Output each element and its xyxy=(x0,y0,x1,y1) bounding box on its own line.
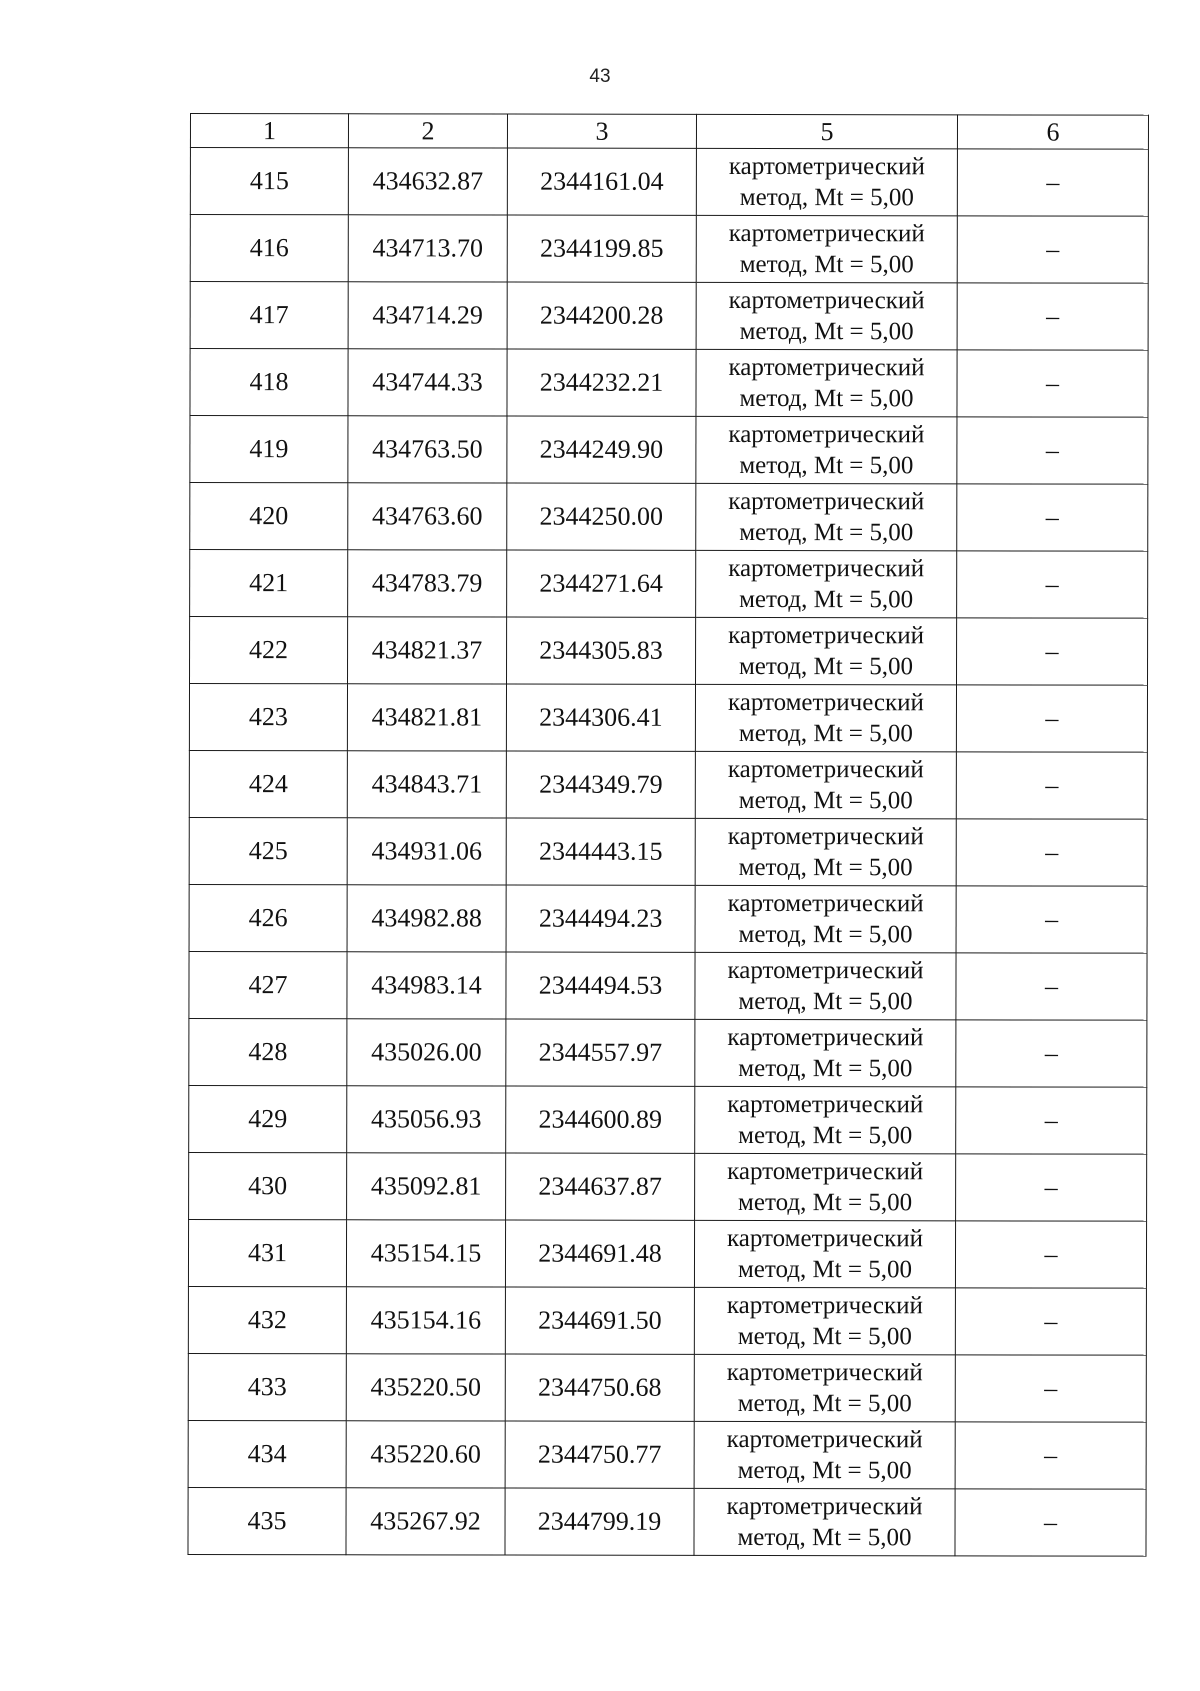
method-name: картометрический xyxy=(728,286,925,315)
table-row xyxy=(188,1420,1146,1489)
note-cell: – xyxy=(956,953,1147,1020)
point-number-cell: 434 xyxy=(188,1420,346,1487)
table-row xyxy=(190,349,1148,418)
point-number-cell: 417 xyxy=(190,282,348,349)
coordinates-table-wrapper xyxy=(187,113,1148,1557)
method-accuracy: метод, Mt = 5,00 xyxy=(739,183,914,212)
point-number-cell: 419 xyxy=(190,416,348,483)
table-row xyxy=(189,1085,1147,1154)
method-cell xyxy=(696,483,957,550)
point-number-cell: 416 xyxy=(190,215,348,282)
note-cell: – xyxy=(957,484,1148,551)
point-number-cell: 429 xyxy=(189,1085,347,1152)
y-coordinate-cell: 2344305.83 xyxy=(507,617,696,684)
header-col-2: 2 xyxy=(348,114,507,148)
method-name: картометрический xyxy=(727,956,924,985)
method-name: картометрический xyxy=(727,755,924,784)
table-row xyxy=(189,817,1147,886)
method-cell xyxy=(696,349,957,416)
method-name: картометрический xyxy=(727,1224,924,1253)
method-cell xyxy=(696,215,957,282)
note-cell: – xyxy=(956,886,1147,953)
x-coordinate-cell: 434821.81 xyxy=(347,684,506,751)
method-accuracy: метод, Mt = 5,00 xyxy=(738,719,913,748)
y-coordinate-cell: 2344232.21 xyxy=(507,349,696,416)
method-accuracy: метод, Mt = 5,00 xyxy=(738,1188,913,1217)
page-number: 43 xyxy=(589,66,611,87)
point-number-cell: 425 xyxy=(189,817,347,884)
header-col-3: 3 xyxy=(507,114,696,148)
header-col-6: 6 xyxy=(957,115,1148,149)
y-coordinate-cell: 2344494.53 xyxy=(506,952,695,1019)
method-name: картометрический xyxy=(726,1425,923,1454)
method-accuracy: метод, Mt = 5,00 xyxy=(738,652,914,681)
table-row xyxy=(190,617,1148,686)
y-coordinate-cell: 2344271.64 xyxy=(507,550,696,617)
method-accuracy: метод, Mt = 5,00 xyxy=(737,1523,912,1552)
table-row xyxy=(188,1286,1146,1355)
note-cell: – xyxy=(957,618,1148,685)
table-header xyxy=(190,114,1148,150)
y-coordinate-cell: 2344557.97 xyxy=(506,1019,695,1086)
point-number-cell: 420 xyxy=(190,483,348,550)
point-number-cell: 433 xyxy=(188,1353,346,1420)
method-cell xyxy=(694,1421,955,1488)
method-cell xyxy=(694,1488,955,1555)
note-cell: – xyxy=(956,685,1147,752)
method-cell xyxy=(696,550,957,617)
note-cell: – xyxy=(957,551,1148,618)
y-coordinate-cell: 2344443.15 xyxy=(506,818,695,885)
method-cell xyxy=(696,416,957,483)
method-name: картометрический xyxy=(726,1358,923,1387)
x-coordinate-cell: 434763.50 xyxy=(348,416,507,483)
method-name: картометрический xyxy=(727,889,924,918)
method-accuracy: метод, Mt = 5,00 xyxy=(738,1121,913,1150)
table-row xyxy=(189,1152,1147,1221)
table-row xyxy=(189,750,1147,819)
method-name: картометрический xyxy=(728,420,925,449)
point-number-cell: 435 xyxy=(188,1487,346,1554)
method-name: картометрический xyxy=(728,487,925,516)
method-accuracy: метод, Mt = 5,00 xyxy=(738,853,913,882)
point-number-cell: 427 xyxy=(189,951,347,1018)
x-coordinate-cell: 435092.81 xyxy=(347,1153,506,1220)
x-coordinate-cell: 435154.15 xyxy=(346,1220,505,1287)
x-coordinate-cell: 435026.00 xyxy=(347,1019,506,1086)
x-coordinate-cell: 435056.93 xyxy=(347,1086,506,1153)
method-cell xyxy=(695,751,956,818)
method-accuracy: метод, Mt = 5,00 xyxy=(739,585,914,614)
method-accuracy: метод, Mt = 5,00 xyxy=(737,1389,912,1418)
note-cell: – xyxy=(957,417,1148,484)
point-number-cell: 422 xyxy=(190,617,348,684)
y-coordinate-cell: 2344691.48 xyxy=(505,1220,694,1287)
table-row xyxy=(189,951,1147,1020)
method-accuracy: метод, Mt = 5,00 xyxy=(738,1054,913,1083)
method-name: картометрический xyxy=(728,621,925,650)
method-accuracy: метод, Mt = 5,00 xyxy=(737,1322,912,1351)
x-coordinate-cell: 434763.60 xyxy=(348,483,507,550)
method-name: картометрический xyxy=(728,353,925,382)
note-cell: – xyxy=(957,216,1148,283)
header-row xyxy=(190,114,1148,150)
method-accuracy: метод, Mt = 5,00 xyxy=(739,518,914,547)
note-cell: – xyxy=(956,752,1147,819)
method-cell xyxy=(695,1019,956,1086)
method-cell xyxy=(696,148,957,215)
method-accuracy: метод, Mt = 5,00 xyxy=(739,384,914,413)
method-cell xyxy=(695,818,956,885)
point-number-cell: 415 xyxy=(190,148,348,215)
y-coordinate-cell: 2344750.68 xyxy=(505,1354,694,1421)
note-cell: – xyxy=(956,1087,1147,1154)
method-name: картометрический xyxy=(726,1291,923,1320)
y-coordinate-cell: 2344637.87 xyxy=(506,1153,695,1220)
note-cell: – xyxy=(955,1221,1146,1288)
method-cell xyxy=(695,1086,956,1153)
y-coordinate-cell: 2344200.28 xyxy=(507,282,696,349)
x-coordinate-cell: 434632.87 xyxy=(348,148,507,215)
method-accuracy: метод, Mt = 5,00 xyxy=(738,987,913,1016)
note-cell: – xyxy=(955,1489,1146,1556)
method-cell xyxy=(694,1287,955,1354)
x-coordinate-cell: 435154.16 xyxy=(346,1287,505,1354)
table-row xyxy=(189,884,1147,953)
x-coordinate-cell: 434983.14 xyxy=(347,952,506,1019)
x-coordinate-cell: 434843.71 xyxy=(347,751,506,818)
method-name: картометрический xyxy=(727,1023,924,1052)
method-cell xyxy=(695,885,956,952)
x-coordinate-cell: 434931.06 xyxy=(347,818,506,885)
x-coordinate-cell: 434714.29 xyxy=(348,282,507,349)
method-cell xyxy=(696,282,957,349)
table-row xyxy=(188,1353,1146,1422)
header-col-1: 1 xyxy=(190,114,348,148)
header-col-5: 5 xyxy=(696,114,957,148)
y-coordinate-cell: 2344691.50 xyxy=(505,1287,694,1354)
x-coordinate-cell: 434783.79 xyxy=(348,550,507,617)
method-name: картометрический xyxy=(727,1157,924,1186)
method-name: картометрический xyxy=(727,1090,924,1119)
point-number-cell: 423 xyxy=(189,684,347,751)
method-name: картометрический xyxy=(728,219,925,248)
table-row xyxy=(188,1219,1146,1288)
note-cell: – xyxy=(955,1422,1146,1489)
y-coordinate-cell: 2344306.41 xyxy=(506,684,695,751)
method-name: картометрический xyxy=(728,554,925,583)
method-cell xyxy=(695,1153,956,1220)
note-cell: – xyxy=(955,1355,1146,1422)
table-row xyxy=(190,416,1148,485)
x-coordinate-cell: 434982.88 xyxy=(347,885,506,952)
method-accuracy: метод, Mt = 5,00 xyxy=(739,250,914,279)
y-coordinate-cell: 2344161.04 xyxy=(507,148,696,215)
y-coordinate-cell: 2344600.89 xyxy=(506,1086,695,1153)
y-coordinate-cell: 2344349.79 xyxy=(506,751,695,818)
table-row xyxy=(190,282,1148,351)
coordinates-table xyxy=(187,113,1149,1557)
method-name: картометрический xyxy=(726,1492,923,1521)
method-accuracy: метод, Mt = 5,00 xyxy=(739,317,914,346)
table-row xyxy=(190,550,1148,619)
x-coordinate-cell: 434744.33 xyxy=(348,349,507,416)
table-row xyxy=(188,1487,1146,1556)
method-cell xyxy=(695,952,956,1019)
method-accuracy: метод, Mt = 5,00 xyxy=(737,1456,912,1485)
point-number-cell: 428 xyxy=(189,1018,347,1085)
point-number-cell: 431 xyxy=(188,1219,346,1286)
note-cell: – xyxy=(956,1020,1147,1087)
method-name: картометрический xyxy=(727,688,924,717)
x-coordinate-cell: 435267.92 xyxy=(346,1488,505,1555)
x-coordinate-cell: 434713.70 xyxy=(348,215,507,282)
method-accuracy: метод, Mt = 5,00 xyxy=(739,451,914,480)
note-cell: – xyxy=(956,1154,1147,1221)
method-cell xyxy=(696,617,957,684)
point-number-cell: 432 xyxy=(188,1286,346,1353)
point-number-cell: 426 xyxy=(189,884,347,951)
method-name: картометрический xyxy=(727,822,924,851)
method-accuracy: метод, Mt = 5,00 xyxy=(738,920,913,949)
y-coordinate-cell: 2344750.77 xyxy=(505,1421,694,1488)
note-cell: – xyxy=(957,350,1148,417)
table-row xyxy=(189,684,1147,753)
note-cell: – xyxy=(956,819,1147,886)
table-row xyxy=(190,483,1148,552)
y-coordinate-cell: 2344249.90 xyxy=(507,416,696,483)
table-row xyxy=(190,215,1148,284)
method-cell xyxy=(694,1220,955,1287)
method-cell xyxy=(694,1354,955,1421)
x-coordinate-cell: 435220.50 xyxy=(346,1354,505,1421)
point-number-cell: 424 xyxy=(189,750,347,817)
point-number-cell: 430 xyxy=(189,1152,347,1219)
table-body xyxy=(188,148,1148,1557)
point-number-cell: 421 xyxy=(190,550,348,617)
y-coordinate-cell: 2344199.85 xyxy=(507,215,696,282)
note-cell: – xyxy=(955,1288,1146,1355)
method-accuracy: метод, Mt = 5,00 xyxy=(737,1255,913,1284)
method-accuracy: метод, Mt = 5,00 xyxy=(738,786,913,815)
x-coordinate-cell: 435220.60 xyxy=(346,1421,505,1488)
method-cell xyxy=(695,684,956,751)
point-number-cell: 418 xyxy=(190,349,348,416)
method-name: картометрический xyxy=(728,152,925,181)
y-coordinate-cell: 2344250.00 xyxy=(507,483,696,550)
note-cell: – xyxy=(957,283,1148,350)
note-cell: – xyxy=(957,149,1148,216)
y-coordinate-cell: 2344494.23 xyxy=(506,885,695,952)
table-row xyxy=(189,1018,1147,1087)
y-coordinate-cell: 2344799.19 xyxy=(505,1488,694,1555)
table-row xyxy=(190,148,1148,217)
x-coordinate-cell: 434821.37 xyxy=(348,617,507,684)
